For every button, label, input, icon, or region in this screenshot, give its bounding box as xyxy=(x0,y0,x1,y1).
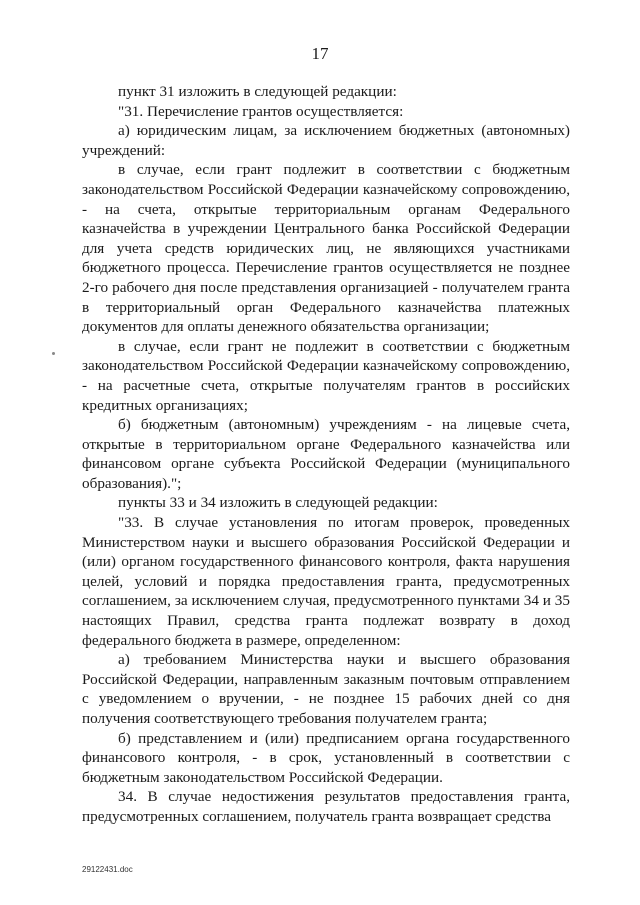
paragraph-intro-31: пункт 31 изложить в следующей редакции: xyxy=(118,83,397,100)
paragraph-31-case-1: в случае, если грант подлежит в соответствии с бюджетным законодательством Российской Федерации казначейскому сопровождению, - на счета, открытые территориальным органам Федерального казначейства в учреждении Центрального банка Российской Федерации для учета средств юридических лиц, не являющихся участниками бюджетного процесса. Перечисление грантов осуществляется не позднее 2-го рабочего дня после представления организацией - получателем гранта в территориальный орган Федерального казначейства платежных документов для оплаты денежного обязательства организации; xyxy=(82,161,570,336)
paragraph-31-b: б) бюджетным (автономным) учреждениям - на лицевые счета, открытые в территориальном органе Федерального казначейства или финансовом органе субъекта Российской Федерации (муниципального образования)."; xyxy=(82,416,570,492)
footer-filename: 29122431.doc xyxy=(82,865,133,874)
scan-dot xyxy=(52,352,55,355)
paragraph-34: 34. В случае недостижения результатов предоставления гранта, предусмотренных соглашением, получатель гранта возвращает средства xyxy=(82,788,570,825)
paragraph-31-heading: "31. Перечисление грантов осуществляется: xyxy=(118,102,404,120)
paragraph-33-b: б) представлением и (или) предписанием органа государственного финансового контроля, - в срок, установленный в соответствии с бюджетным законодательством Российской Федерации. xyxy=(82,729,570,786)
paragraph-33-a: а) требованием Министерства науки и высшего образования Российской Федерации, направленным заказным почтовым отправлением с уведомлением о вручении, - не позднее 15 рабочих дней со дня получения соответствующего требования получателем гранта; xyxy=(82,651,570,727)
paragraph-31-a: а) юридическим лицам, за исключением бюджетных (автономных) учреждений: xyxy=(82,122,570,159)
paragraph-33: "33. В случае установления по итогам проверок, проведенных Министерством науки и высшего образования Российской Федерации и (или) органом государственного финансового контроля, факта нарушения целей, условий и порядка предоставления гранта, предусмотренных соглашением, за исключением случая, предусмотренного пунктами 34 и 35 настоящих Правил, средства гранта подлежат возврату в доход федерального бюджета в размере, определенном: xyxy=(82,514,570,649)
document-body xyxy=(82,82,570,827)
paragraph-31-case-2: в случае, если грант не подлежит в соответствии с бюджетным законодательством Российской Федерации казначейскому сопровождению, - на расчетные счета, открытые получателям грантов в российских кредитных организациях; xyxy=(82,337,570,414)
paragraph-intro-33-34: пункты 33 и 34 изложить в следующей редакции: xyxy=(118,494,438,512)
page-number: 17 xyxy=(311,44,329,63)
